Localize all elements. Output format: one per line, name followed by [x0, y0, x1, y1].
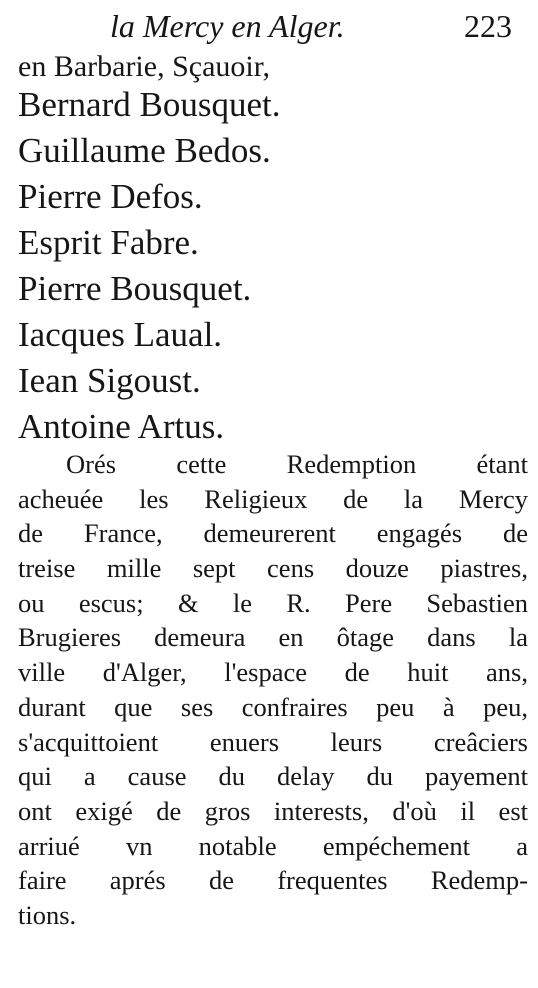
paragraph-line: treise mille sept cens douze piastres, — [18, 553, 528, 584]
name-line: Iean Sigoust. — [18, 361, 201, 400]
running-head: la Mercy en Alger. — [110, 8, 345, 44]
name-line: Guillaume Bedos. — [18, 131, 271, 170]
page-number: 223 — [464, 8, 512, 44]
paragraph-line: de France, demeurerent engagés de — [18, 518, 528, 549]
paragraph-line: ville d'Alger, l'espace de huit ans, — [18, 657, 528, 688]
paragraph-line: ou escus; & le R. Pere Sebastien — [18, 587, 528, 618]
paragraph-line: ont exigé de gros interests, d'où il est — [18, 795, 528, 826]
name-line: Iacques Laual. — [18, 315, 223, 354]
page-header — [110, 4, 520, 48]
captive-names-list — [18, 44, 518, 450]
paragraph-line: durant que ses confraires peu à peu, — [18, 691, 528, 722]
name-line: Esprit Fabre. — [18, 223, 199, 262]
paragraph-line: s'acquittoient enuers leurs creâciers — [18, 726, 528, 757]
name-line: Pierre Bousquet. — [18, 269, 252, 308]
paragraph-line: Brugieres demeura en ôtage dans la — [18, 622, 528, 653]
opening-line: en Barbarie, Sçauoir, — [18, 50, 271, 83]
paragraph-line: tions. — [18, 899, 77, 930]
paragraph-line: faire aprés de frequentes Redemp- — [18, 865, 528, 896]
name-line: Pierre Defos. — [18, 177, 203, 216]
paragraph-line: acheuée les Religieux de la Mercy — [18, 483, 528, 514]
paragraph-line: Orés cette Redemption étant — [66, 449, 528, 479]
paragraph-line: qui a cause du delay du payement — [18, 761, 528, 792]
paragraph — [18, 447, 528, 933]
name-line: Antoine Artus. — [18, 407, 225, 446]
paragraph-line: arriué vn notable empéchement a — [18, 830, 528, 861]
name-line: Bernard Bousquet. — [18, 85, 281, 124]
